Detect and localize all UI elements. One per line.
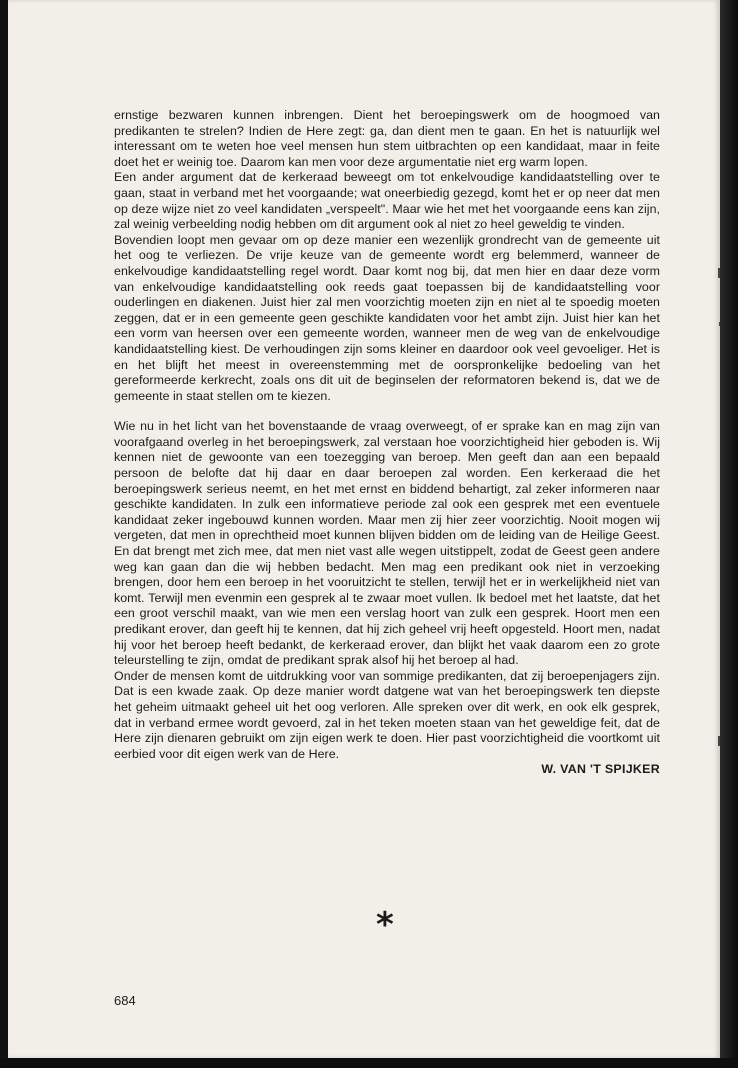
paragraph-1: ernstige bezwaren kunnen inbrengen. Dient het beroepingswerk om de hoogmoed van predikanten te strelen? Indien de Here zegt: ga, dan dient men te gaan. En het is natuurlijk wel interessant om te weten hoe veel mensen hun stem uitbrachten op een kandidaat, maar in feite doet het er weinig toe. Daarom kan men voor deze argumentatie niet erg warm lopen. — [114, 108, 660, 169]
scan-bottom-edge — [0, 1058, 738, 1068]
paragraph-2: Een ander argument dat de kerkeraad beweegt om tot enkelvoudige kandidaatstelling over te gaan, staat in verband met het voorgaande; wat oneerbiedig gezegd, komt het er op neer dat men op deze wijze niet zo veel kandidaten „verspeelt". Maar wie het met het voorgaande eens kan zijn, zal weinig verbeelding nodig hebben om dit argument ook al niet zo heel geweldig te vinden. — [114, 170, 660, 232]
paragraph-3: Bovendien loopt men gevaar om op deze manier een wezenlijk grondrecht van de gemeente uit het oog te verliezen. De vrije keuze van de gemeente wordt erg belemmerd, wanneer de enkelvoudige kandidaatstelling regel wordt. Daar komt nog bij, dat men hier en daar deze vorm van enkelvoudige kandidaatstelling ook reeds gaat toepassen bij de kandidaatstelling voor ouderlingen en diakenen. Juist hier zal men voorzichtig moeten zijn en niet al te spoedig moeten zeggen, dat er in een gemeente geen geschikte kandidaten voor het ambt zijn. Juist hier kan het een vorm van heersen over een gemeente worden, wanneer men de weg van de enkelvoudige kandidaatstelling kiest. De verhoudingen zijn soms kleiner en daardoor ook veel gevoeliger. Het is en het blijft het meest in overeenstemming met de oorspronkelijke bedoeling van het gereformeerde kerkrecht, zoals ons dit uit de beginselen der reformatoren bekend is, dat we de gemeente in staat stellen om te kiezen. — [114, 232, 660, 403]
page-number: 684 — [114, 993, 136, 1008]
binding-edge — [720, 0, 738, 1068]
paper-sheet — [8, 0, 720, 1058]
paragraph-4: Wie nu in het licht van het bovenstaande de vraag overweegt, of er sprake kan en mag zijn van voorafgaand overleg in het beroepingswerk, zal verstaan hoe voorzichtigheid hier geboden is. Wij kennen niet de gewoonte van een toezegging van beroep. Men geeft dan aan een bepaald persoon de belofte dat hij daar en daar beroepen zal worden. Een kerkeraad die het beroepingswerk serieus neemt, en het met ernst en biddend behartigt, zal zeker informeren naar geschikte kandidaten. In zulk een informatieve periode zal ook een gesprek met een eventuele kandidaat zeker ingebouwd kunnen worden. Maar men zij hier zeer voorzichtig. Nooit mogen wij vergeten, dat men in oprechtheid moet kunnen blijven bidden om de leiding van de Heilige Geest. En dat brengt met zich mee, dat men niet vast alle wegen uitstippelt, zodat de Geest geen andere weg kan gaan dan die wij hebben bedacht. Men mag een predikant ook niet in verzoeking brengen, door hem een beroep in het vooruitzicht te stellen, terwijl het er in werkelijkheid niet van komt. Terwijl men evenmin een gesprek al te zwaar moet vullen. Ik bedoel met het laatste, dat het een groot verschil maakt, van wie men een verslag hoort van zulk een gesprek. Hoort men een predikant erover, dan geeft hij te kennen, dat hij zich geheel vrij heeft opgesteld. Hoort men, nadat hij voor het beroep heeft bedankt, de kerkeraad erover, dan blijkt het vaak daarom een zo grote teleurstelling te zijn, omdat de predikant sprak alsof hij het beroep al had. — [114, 419, 660, 668]
asterisk-ornament-icon: * — [376, 905, 394, 945]
article-body — [114, 108, 660, 778]
author-signature: W. VAN 'T SPIJKER — [541, 762, 660, 777]
paragraph-5: Onder de mensen komt de uitdrukking voor van sommige predikanten, dat zij beroepenjagers zijn. Dat is een kwade zaak. Op deze manier wordt datgene wat van het beroepingswerk ten diepste het geheim uitmaakt geheel uit het oog verloren. Alle spreken over dit werk, en ook elk gesprek, dat in verband ermee wordt gevoerd, zal in het teken moeten staan van het geweldige feit, dat de Here zijn dienaren gebruikt om zijn eigen werk te doen. Hier past voorzichtigheid die voortkomt uit eerbied voor dit eigen werk van de Here. — [114, 668, 660, 761]
